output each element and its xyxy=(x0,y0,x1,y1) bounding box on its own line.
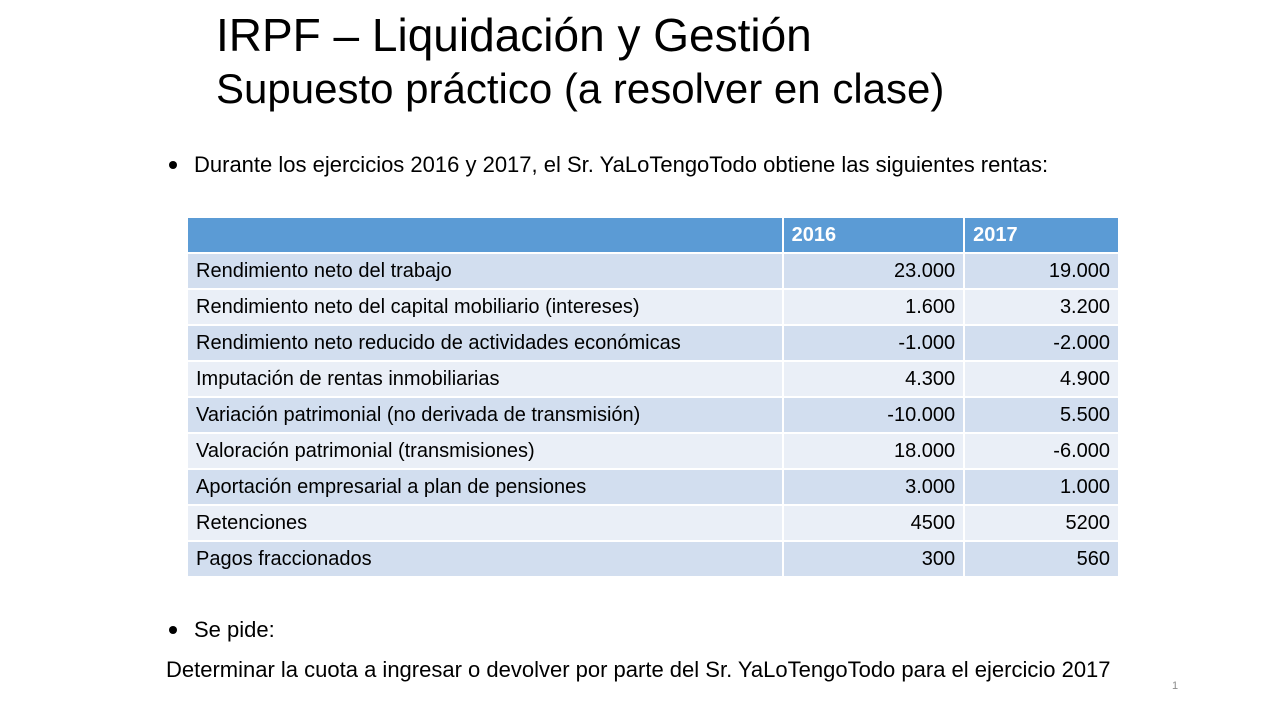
intro-bullet xyxy=(166,151,1048,179)
table-row xyxy=(187,541,1119,577)
table-row xyxy=(187,397,1119,433)
row-value-2016: 18.000 xyxy=(783,433,965,469)
row-concept: Imputación de rentas inmobiliarias xyxy=(187,361,783,397)
row-value-2017: 1.000 xyxy=(964,469,1119,505)
row-concept: Rendimiento neto del capital mobiliario (intereses) xyxy=(187,289,783,325)
table-header-row xyxy=(187,217,1119,253)
row-value-2017: 3.200 xyxy=(964,289,1119,325)
slide-number: 1 xyxy=(1172,680,1179,692)
row-value-2016: -10.000 xyxy=(783,397,965,433)
request-bullet xyxy=(166,616,275,644)
title-main: IRPF – Liquidación y Gestión xyxy=(216,9,812,61)
table-row xyxy=(187,469,1119,505)
table-row xyxy=(187,253,1119,289)
row-concept: Valoración patrimonial (transmisiones) xyxy=(187,433,783,469)
row-concept: Variación patrimonial (no derivada de transmisión) xyxy=(187,397,783,433)
table-row xyxy=(187,361,1119,397)
table-row xyxy=(187,433,1119,469)
title-subtitle: Supuesto práctico (a resolver en clase) xyxy=(216,65,945,112)
row-value-2016: 23.000 xyxy=(783,253,965,289)
row-value-2016: 4.300 xyxy=(783,361,965,397)
table-row xyxy=(187,289,1119,325)
row-value-2017: 19.000 xyxy=(964,253,1119,289)
bullet-icon xyxy=(169,626,177,634)
bullet-icon xyxy=(169,161,177,169)
row-value-2016: 300 xyxy=(783,541,965,577)
row-value-2017: 4.900 xyxy=(964,361,1119,397)
row-value-2017: 560 xyxy=(964,541,1119,577)
row-value-2016: 3.000 xyxy=(783,469,965,505)
row-value-2017: -6.000 xyxy=(964,433,1119,469)
row-value-2017: 5200 xyxy=(964,505,1119,541)
header-concept xyxy=(187,217,783,253)
row-concept: Pagos fraccionados xyxy=(187,541,783,577)
income-table xyxy=(186,216,1120,578)
row-value-2017: 5.500 xyxy=(964,397,1119,433)
task-text: Determinar la cuota a ingresar o devolver por parte del Sr. YaLoTengoTodo para el ejercicio 2017 xyxy=(166,657,1111,682)
row-concept: Aportación empresarial a plan de pensiones xyxy=(187,469,783,505)
table-row xyxy=(187,505,1119,541)
row-value-2016: 4500 xyxy=(783,505,965,541)
row-concept: Rendimiento neto del trabajo xyxy=(187,253,783,289)
intro-text: Durante los ejercicios 2016 y 2017, el Sr. YaLoTengoTodo obtiene las siguientes rentas: xyxy=(194,152,1049,177)
request-label: Se pide: xyxy=(194,617,275,642)
row-concept: Rendimiento neto reducido de actividades económicas xyxy=(187,325,783,361)
row-concept: Retenciones xyxy=(187,505,783,541)
header-2017: 2017 xyxy=(964,217,1119,253)
row-value-2016: -1.000 xyxy=(783,325,965,361)
row-value-2017: -2.000 xyxy=(964,325,1119,361)
header-2016: 2016 xyxy=(783,217,965,253)
table-row xyxy=(187,325,1119,361)
slide-title xyxy=(216,8,1216,116)
row-value-2016: 1.600 xyxy=(783,289,965,325)
